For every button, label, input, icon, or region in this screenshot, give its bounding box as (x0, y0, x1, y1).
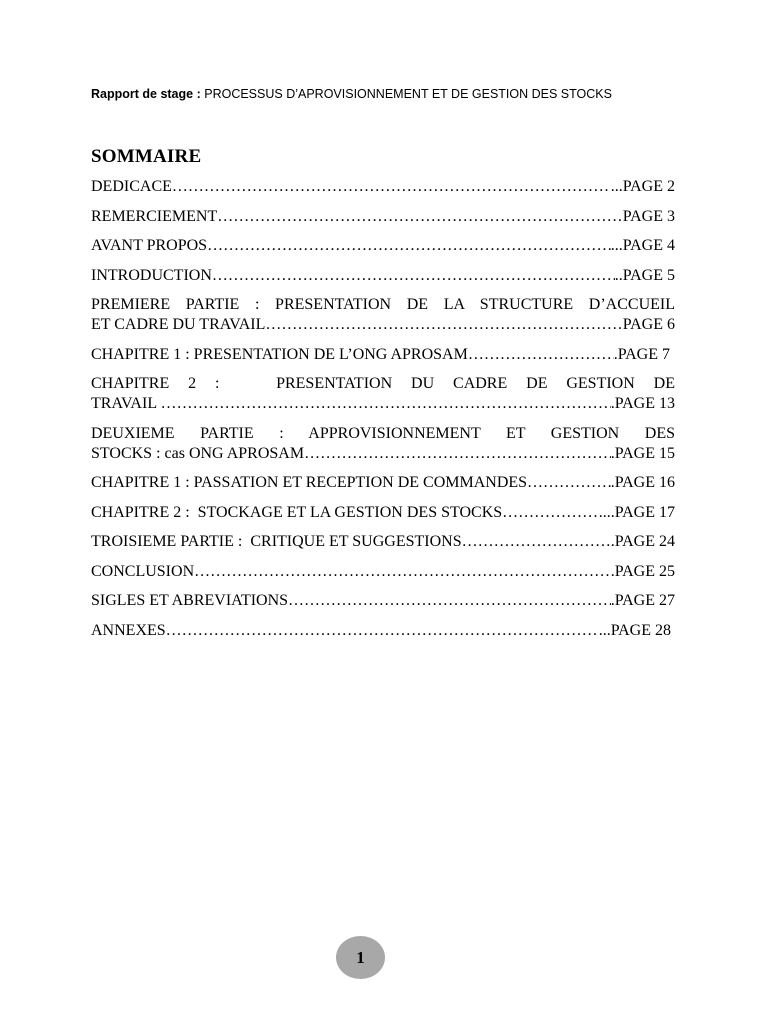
toc-leader (304, 444, 611, 464)
toc-label: INTRODUCTION (91, 266, 212, 284)
toc-label: CHAPITRE 1 : PRESENTATION DE L’ONG APROSAM (91, 345, 468, 363)
toc-entry-premiere-partie (91, 295, 675, 335)
toc-page: PAGE 6 (622, 316, 675, 333)
toc-page: .PAGE 24 (610, 533, 675, 550)
toc-entry-remerciement (91, 207, 675, 227)
toc-entry-troisieme-partie (91, 532, 675, 552)
toc-page: .PAGE 13 (610, 395, 675, 412)
header-label: Rapport de stage : (91, 87, 201, 101)
table-of-contents (91, 177, 675, 650)
toc-entry-sigles (91, 591, 675, 611)
toc-label: STOCKS : cas ONG APROSAM (91, 444, 305, 462)
report-header (91, 87, 612, 101)
toc-page: .PAGE 7 (613, 345, 670, 363)
toc-page: PAGE 25 (614, 562, 675, 580)
toc-leader (502, 503, 603, 523)
toc-page: ...PAGE 17 (602, 503, 675, 521)
toc-label: ET CADRE DU TRAVAIL (91, 316, 266, 333)
toc-entry-avant-propos (91, 236, 675, 256)
toc-page: ...PAGE 4 (610, 237, 675, 254)
toc-label: TROISIEME PARTIE : CRITIQUE ET SUGGESTIONS (91, 533, 462, 550)
toc-page: .PAGE 27 (610, 592, 675, 609)
toc-entry-introduction (91, 266, 675, 286)
toc-leader (172, 177, 611, 197)
toc-label: ANNEXES (91, 621, 166, 639)
toc-page: .PAGE 16 (610, 474, 675, 491)
toc-label: SIGLES ET ABREVIATIONS (91, 592, 289, 609)
toc-entry-annexes (91, 621, 675, 641)
toc-leader (468, 345, 614, 365)
toc-leader (265, 315, 622, 335)
toc-leader (462, 532, 611, 552)
toc-leader (161, 394, 611, 414)
toc-leader (207, 236, 611, 256)
toc-leader (217, 207, 622, 227)
toc-title: SOMMAIRE (91, 146, 202, 167)
toc-entry-conclusion (91, 562, 675, 582)
toc-page: ..PAGE 5 (614, 266, 675, 284)
toc-label: AVANT PROPOS (91, 237, 208, 254)
toc-label-line1: PREMIERE PARTIE : PRESENTATION DE LA STRUCTURE D’ACCUEIL (91, 296, 675, 313)
toc-label: TRAVAIL (91, 395, 161, 412)
toc-page: ...PAGE 28 (598, 621, 671, 639)
toc-page: ...PAGE 2 (610, 178, 675, 195)
toc-label: DEDICACE (91, 178, 172, 195)
toc-page: PAGE 3 (622, 207, 675, 225)
toc-entry-chapitre-2-cadre (91, 374, 675, 414)
toc-entry-deuxieme-partie (91, 424, 675, 464)
toc-entry-chapitre-1-ong (91, 345, 675, 365)
toc-entry-chapitre-2-stockage (91, 503, 675, 523)
header-subject: PROCESSUS D’APROVISIONNEMENT ET DE GESTION DES STOCKS (204, 87, 612, 101)
toc-label: REMERCIEMENT (91, 207, 218, 225)
toc-entry-chapitre-1-commandes (91, 473, 675, 493)
toc-entry-dedicace (91, 177, 675, 197)
toc-leader (194, 562, 615, 582)
toc-label: CONCLUSION (91, 562, 195, 580)
toc-leader (527, 473, 611, 493)
toc-leader (212, 266, 615, 286)
toc-label-line1: DEUXIEME PARTIE : APPROVISIONNEMENT ET GESTION DES (91, 424, 675, 442)
toc-leader (288, 591, 611, 611)
page-number-badge: 1 (336, 936, 385, 979)
toc-page: .PAGE 15 (610, 444, 675, 462)
toc-label: CHAPITRE 1 : PASSATION ET RECEPTION DE COMMANDES (91, 474, 528, 491)
toc-leader (166, 621, 599, 641)
toc-label-line1: CHAPITRE 2 : PRESENTATION DU CADRE DE GESTION DE (91, 375, 675, 392)
toc-label: CHAPITRE 2 : STOCKAGE ET LA GESTION DES STOCKS (91, 503, 503, 521)
